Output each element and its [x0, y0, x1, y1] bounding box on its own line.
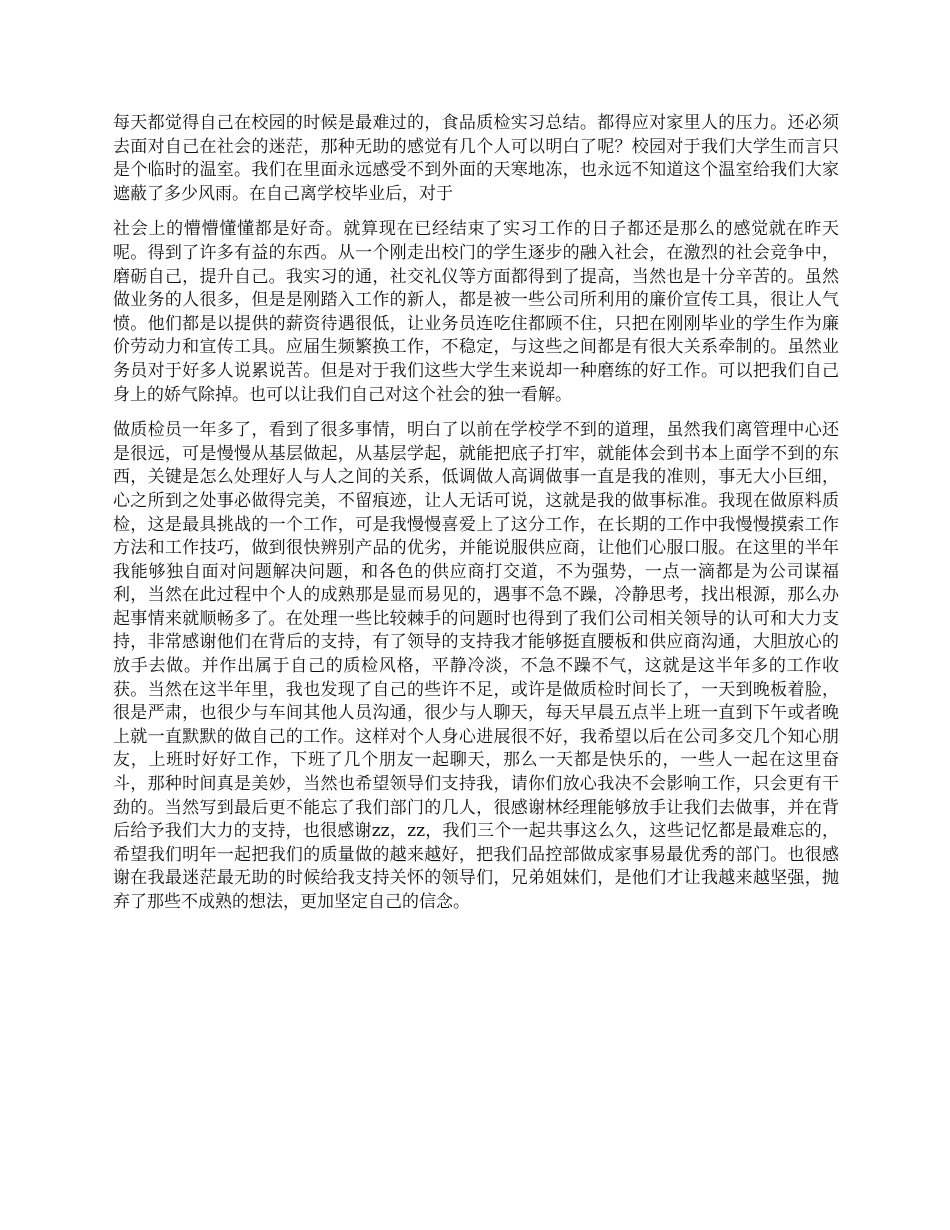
document-body: [113, 112, 839, 927]
paragraph-2: 社会上的懵懵懂懂都是好奇。就算现在已经结束了实习工作的日子都还是那么的感觉就在昨天呢。得到了许多有益的东西。从一个刚走出校门的学生逐步的融入社会，在激烈的社会竞争中，磨砺自己，提升自己。我实习的通，社交礼仪等方面都得到了提高，当然也是十分辛苦的。虽然做业务的人很多，但是是刚踏入工作的新人，都是被一些公司所利用的廉价宣传工具，很让人气愤。他们都是以提供的薪资待遇很低，让业务员连吃住都顾不住，只把在刚刚毕业的学生作为廉价劳动力和宣传工具。应届生频繁换工作，不稳定，与这些之间都是有很大关系牵制的。虽然业务员对于好多人说累说苦。但是对于我们这些大学生来说却一种磨练的好工作。可以把我们自己身上的娇气除掉。也可以让我们自己对这个社会的独一看解。: [113, 219, 839, 405]
paragraph-1: 每天都觉得自己在校园的时候是最难过的，食品质检实习总结。都得应对家里人的压力。还必须去面对自己在社会的迷茫，那种无助的感觉有几个人可以明白了呢？校园对于我们大学生而言只是个临时的温室。我们在里面永远感受不到外面的天寒地冻，也永远不知道这个温室给我们大家遮蔽了多少风雨。在自己离学校毕业后，对于: [113, 113, 839, 204]
paragraph-3: 做质检员一年多了，看到了很多事情，明白了以前在学校学不到的道理，虽然我们离管理中心还是很远，可是慢慢从基层做起，从基层学起，就能把底子打牢，就能体会到书本上面学不到的东西，关键是怎么处理好人与人之间的关系，低调做人高调做事一直是我的准则，事无大小巨细，心之所到之处事必做得完美，不留痕迹，让人无话可说，这就是我的做事标准。我现在做原料质检，这是最具挑战的一个工作，可是我慢慢喜爱上了这分工作，在长期的工作中我慢慢摸索工作方法和工作技巧，做到很快辨别产品的优劣，并能说服供应商，让他们心服口服。在这里的半年我能够独自面对问题解决问题，和各色的供应商打交道，不为强势，一点一滴都是为公司谋福利，当然在此过程中个人的成熟那是显而易见的，遇事不急不躁，冷静思考，找出根源，那么办起事情来就顺畅多了。在处理一些比较棘手的问题时也得到了我们公司相关领导的认可和大力支持，非常感谢他们在背后的支持，有了领导的支持我才能够挺直腰板和供应商沟通，大胆放心的放手去做。并作出属于自己的质检风格，平静冷淡，不急不躁不气，这就是这半年多的工作收获。当然在这半年里，我也发现了自己的些许不足，或许是做质检时间长了，一天到晚板着脸，很是严肃，也很少与车间其他人员沟通，很少与人聊天，每天早晨五点半上班一直到下午或者晚上就一直默默的做自己的工作。这样对个人身心进展很不好，我希望以后在公司多交几个知心朋友，上班时好好工作，下班了几个朋友一起聊天，那么一天都是快乐的，一些人一起在这里奋斗，那种时间真是美妙，当然也希望领导们支持我，请你们放心我决不会影响工作，只会更有干劲的。当然写到最后更不能忘了我们部门的几人，很感谢林经理能够放手让我们去做事，并在背后给予我们大力的支持，也很感谢zz，zz，我们三个一起共事这么久，这些记忆都是最难忘的，希望我们明年一起把我们的质量做的越来越好，把我们品控部做成家事易最优秀的部门。也很感谢在我最迷茫最无助的时候给我支持关怀的领导们，兄弟姐妹们，是他们才让我越来越坚强，抛弃了那些不成熟的想法，更加坚定自己的信念。: [113, 420, 839, 912]
